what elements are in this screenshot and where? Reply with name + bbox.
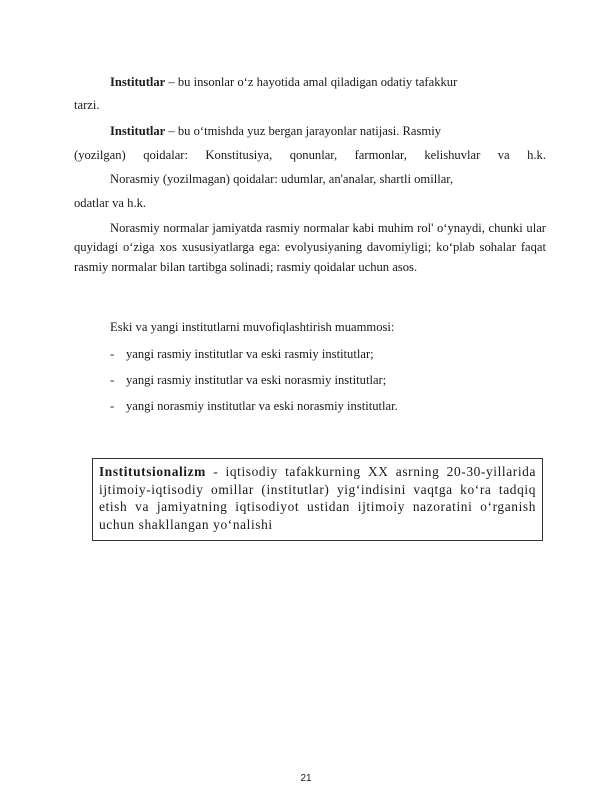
definition-term: Institutsionalizm [99,464,206,479]
definition-box [92,458,543,541]
para1-term: Institutlar [110,75,166,89]
list-item: - yangi rasmiy institutlar va eski norasmiy institutlar; [110,373,387,387]
para2-line1 [110,123,441,139]
page-number: 21 [300,773,312,784]
dash-bullet: - [110,373,115,387]
para1-text: – bu insonlar o‘z hayotida amal qiladigan odatiy tafakkur [165,75,458,89]
para4: Norasmiy normalar jamiyatda rasmiy normalar kabi muhim rol' o‘ynaydi, chunki ular quyidagi o‘ziga xos xususiyatlarga ega: evolyusiyaning davomiyligi; ko‘plab sohalar faqat rasmiy normalar bilan tartibga solinadi; rasmiy qoidalar uchun asos. [74,221,546,274]
para3-line2: odatlar va h.k. [74,196,147,210]
para2-text: – bu o‘tmishda yuz bergan jarayonlar natijasi. Rasmiy [165,124,441,138]
list-item: - yangi rasmiy institutlar va eski rasmiy institutlar; [110,347,374,361]
list-item: - yangi norasmiy institutlar va eski norasmiy institutlar. [110,399,398,413]
definition-text: - iqtisodiy tafakkurning XX asrning 20-30-yillarida ijtimoiy-iqtisodiy omillar (institutlar) yig‘indisini vaqtga ko‘ra tadqiq etish va jamiyatning iqtisodiyot ustidan ijtimoiy nazoratini o‘rganish uchun shakllangan yo‘nalishi [99,464,536,532]
para2-line2: (yozilgan) qoidalar: Konstitusiya, qonunlar, farmonlar, kelishuvlar va h.k. [74,148,546,162]
para1-line2: tarzi. [74,98,100,112]
dash-bullet: - [110,347,115,361]
para1-line1 [110,74,457,90]
para2-term: Institutlar [110,124,166,138]
dash-bullet: - [110,399,115,413]
para3-line1: Norasmiy (yozilmagan) qoidalar: udumlar, an'analar, shartli omillar, [110,172,454,186]
list-heading: Eski va yangi institutlarni muvofiqlashtirish muammosi: [110,320,395,334]
